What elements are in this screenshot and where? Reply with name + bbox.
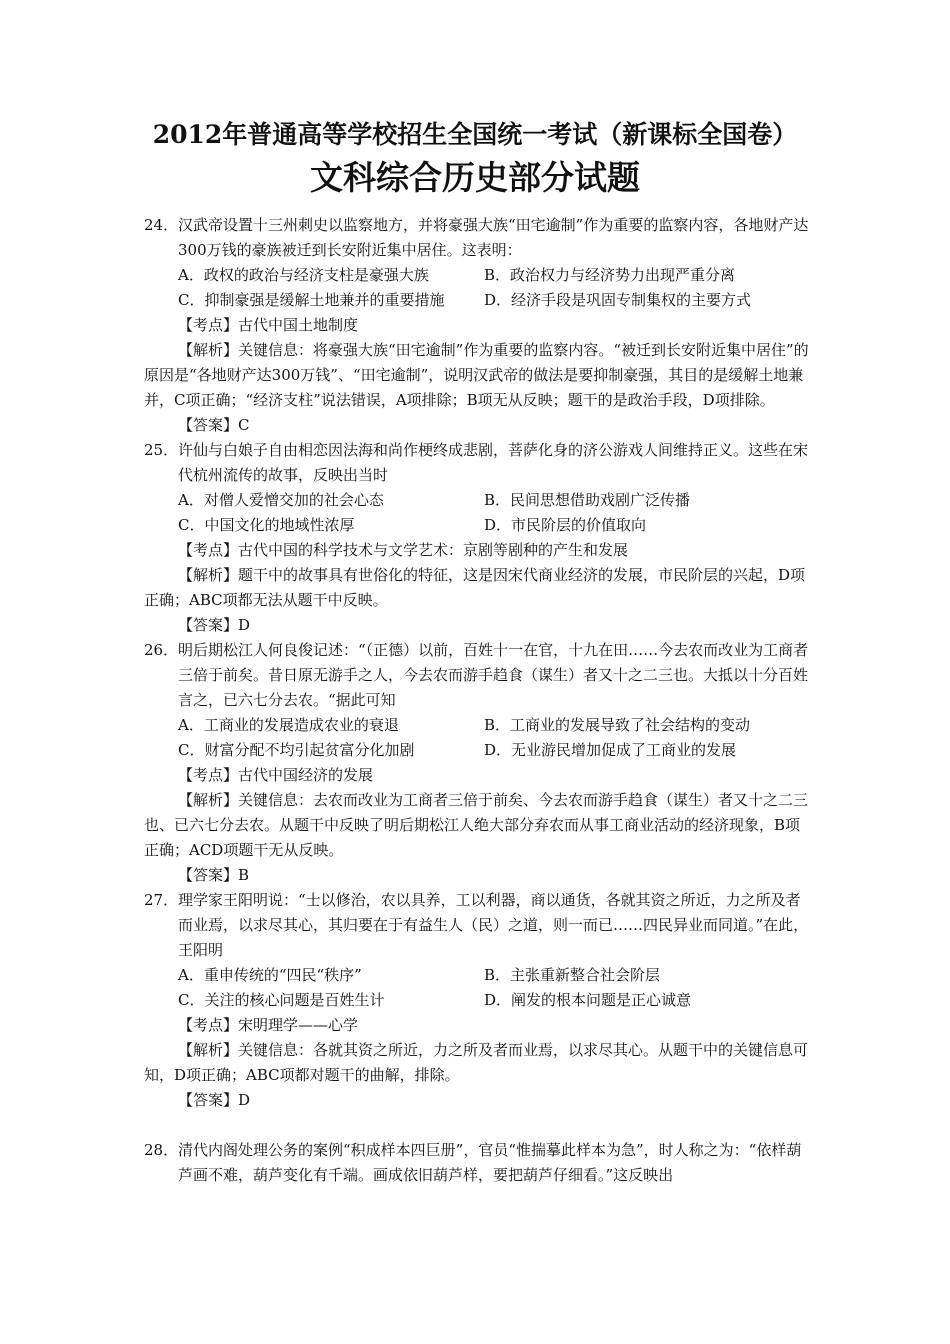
option-c: C．中国文化的地域性浓厚 — [178, 516, 355, 534]
question-text: 清代内阁处理公务的案例“积成样本四巨册”，官员“惟揣摹此样本为急”，时人称之为：“依样葫芦画不难，葫芦变化有千端。画成依旧葫芦样，要把葫芦仔细看。”这反映出 — [178, 1141, 802, 1184]
option-a: A．重申传统的“四民“秩序” — [178, 966, 362, 984]
question-text: 汉武帝设置十三州刺史以监察地方，并将豪强大族“田宅逾制”作为重要的监察内容，各地财产达300万钱的豪族被迁到长安附近集中居住。这表明： — [178, 216, 809, 259]
option-d: D．阐发的根本问题是正心诚意 — [484, 991, 692, 1009]
option-c: C．关注的核心问题是百姓生计 — [178, 991, 385, 1009]
option-c: C．财富分配不均引起贫富分化加剧 — [178, 741, 415, 759]
option-b: B．主张重新整合社会阶层 — [484, 966, 661, 984]
jiexi: 【解析】关键信息：去农而改业为工商者三倍于前矣、今去农而游手趋食（谋生）者又十之二三也、已六七分去农。从题干中反映了明后期松江人绝大部分弃农而从事工商业活动的经济现象，B项正确；ACD项题干无从反映。 — [144, 791, 809, 859]
question-text: 理学家王阳明说：“士以修治，农以具养，工以利器，商以通货，各就其资之所近，力之所及者而业焉，以求尽其心，其归要在于有益生人（民）之道，则一而已……四民异业而同道。”在此，王阳明 — [178, 891, 809, 959]
option-a: A．对僧人爱憎交加的社会心态 — [178, 491, 384, 509]
kaodian: 【考点】古代中国经济的发展 — [178, 766, 374, 784]
options — [144, 963, 810, 1013]
option-b: B．工商业的发展导致了社会结构的变动 — [484, 716, 751, 734]
option-a: A．工商业的发展造成农业的衰退 — [178, 716, 399, 734]
answer: 【答案】B — [178, 866, 250, 884]
jiexi: 【解析】关键信息：将豪强大族“田宅逾制”作为重要的监察内容。“被迁到长安附近集中居住”的原因是“各地财产达300万钱”、“田宅逾制”，说明汉武帝的做法是要抑制豪强，其目的是缓解土地兼并，C项正确；“经济支柱”说法错误，A项排除；B项无从反映；题干的是政治手段，D项排除。 — [144, 341, 809, 409]
kaodian: 【考点】古代中国的科学技术与文学艺术：京剧等剧种的产生和发展 — [178, 541, 629, 559]
question-number: 28． — [144, 1141, 179, 1159]
option-b: B．民间思想借助戏剧广泛传播 — [484, 491, 691, 509]
jiexi: 【解析】题干中的故事具有世俗化的特征，这是因宋代商业经济的发展，市民阶层的兴起，D项正确；ABC项都无法从题干中反映。 — [144, 566, 806, 609]
blank-line — [144, 1113, 810, 1138]
question-number: 25． — [144, 441, 179, 459]
option-b: B．政治权力与经济势力出现严重分离 — [484, 266, 736, 284]
kaodian: 【考点】古代中国土地制度 — [178, 316, 359, 334]
option-d: D．无业游民增加促成了工商业的发展 — [484, 741, 737, 759]
question-stem — [144, 638, 810, 713]
question-stem — [144, 888, 810, 963]
answer: 【答案】D — [178, 616, 251, 634]
option-c: C．抑制豪强是缓解土地兼并的重要措施 — [178, 291, 445, 309]
option-d: D．经济手段是巩固专制集权的主要方式 — [484, 291, 752, 309]
options — [144, 263, 810, 313]
answer: 【答案】D — [178, 1091, 251, 1109]
option-a: A．政权的政治与经济支柱是豪强大族 — [178, 266, 429, 284]
question-text: 明后期松江人何良俊记述：“（正德）以前，百姓十一在官，十九在田……今去农而改业为工商者三倍于前矣。昔日原无游手之人，今去农而游手趋食（谋生）者又十之二三也。大抵以十分百姓言之，已六七分去农。“据此可知 — [178, 641, 809, 709]
question-text: 许仙与白娘子自由相恋因法海和尚作梗终成悲剧，菩萨化身的济公游戏人间维持正义。这些在宋代杭州流传的故事，反映出当时 — [178, 441, 809, 484]
option-d: D．市民阶层的价值取向 — [484, 516, 647, 534]
options — [144, 488, 810, 538]
questions-body — [144, 213, 810, 1188]
exam-title: 2012年普通高等学校招生全国统一考试（新课标全国卷） — [152, 120, 798, 149]
exam-subtitle: 文科综合历史部分试题 — [310, 158, 640, 197]
jiexi: 【解析】关键信息：各就其资之所近，力之所及者而业焉，以求尽其心。从题干中的关键信息可知，D项正确；ABC项都对题干的曲解，排除。 — [144, 1041, 809, 1084]
options — [144, 713, 810, 763]
answer: 【答案】C — [178, 416, 250, 434]
question-stem — [144, 213, 810, 263]
kaodian: 【考点】宋明理学——心学 — [178, 1016, 359, 1034]
question-stem — [144, 1138, 810, 1188]
question-number: 24． — [144, 216, 179, 234]
question-stem — [144, 438, 810, 488]
question-number: 27． — [144, 891, 179, 909]
question-number: 26． — [144, 641, 179, 659]
